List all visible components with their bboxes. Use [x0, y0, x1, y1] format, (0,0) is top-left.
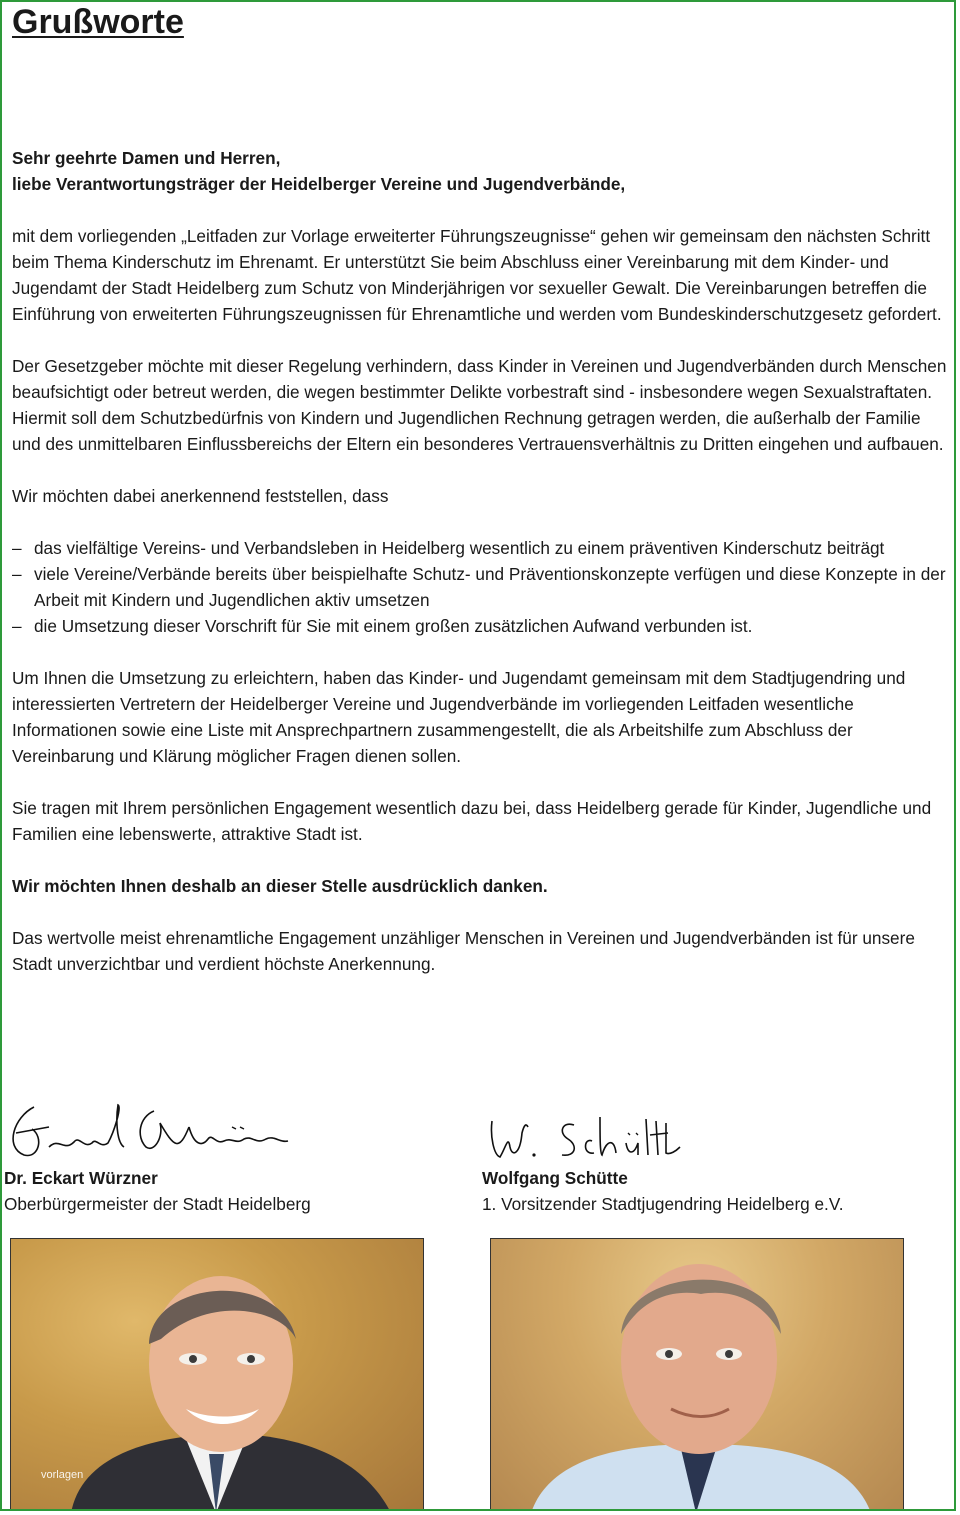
signature-wuerzner [4, 1097, 304, 1165]
paragraph-guide: Um Ihnen die Umsetzung zu erleichtern, haben das Kinder- und Jugendamt gemeinsam mit dem Stadtjugendring und interessierten Vertretern der Heidelberger Vereine und Jugendverbände im vorliegenden Leitfaden wesentliche Informationen sowie eine Liste mit Ansprechpartnern zusammengestellt, die als Arbeitshilfe zum Abschluss der Vereinbarung und Klärung möglicher Fragen dienen sollen. [12, 668, 906, 766]
paragraph-intro: mit dem vorliegenden „Leitfaden zur Vorlage erweiterter Führungszeugnisse“ gehen wir gemeinsam den nächsten Schritt beim Thema Kinderschutz im Ehrenamt. Er unterstützt Sie beim Abschluss einer Vereinbarung mit dem Kinder- und Jugendamt der Stadt Heidelberg zum Schutz von Minderjährigen vor sexueller Gewalt. Die Vereinbarungen betreffen die Einführung von erweiterten Führungszeugnissen für Ehrenamtliche und werden vom Bundeskinderschutzgesetz gefordert. [12, 226, 942, 324]
signatory-role: Oberbürgermeister der Stadt Heidelberg [4, 1194, 311, 1214]
portrait-photo-wuerzner [10, 1238, 424, 1511]
paragraph-acknowledgement-lead: Wir möchten dabei anerkennend feststellen, dass [12, 486, 389, 506]
signature-schuette [482, 1097, 722, 1165]
paragraph-engagement: Sie tragen mit Ihrem persönlichen Engagement wesentlich dazu bei, dass Heidelberg gerade für Kinder, Jugendliche und Familien eine lebenswerte, attraktive Stadt ist. [12, 798, 932, 844]
signatory-name: Dr. Eckart Würzner [4, 1168, 158, 1188]
watermark-text: vorlagen [41, 1469, 84, 1481]
dash-bullet: – [12, 616, 22, 636]
list-item-text: die Umsetzung dieser Vorschrift für Sie mit einem großen zusätzlichen Aufwand verbunden ist. [34, 616, 753, 636]
list-item-text: das vielfältige Vereins- und Verbandsleben in Heidelberg wesentlich zu einem präventiven Kinderschutz beiträgt [34, 538, 885, 558]
dash-bullet: – [12, 564, 22, 584]
signatory-right [482, 1097, 844, 1217]
portrait-photo-schuette [490, 1238, 904, 1511]
signatory-name: Wolfgang Schütte [482, 1168, 628, 1188]
paragraph-closing: Das wertvolle meist ehrenamtliche Engagement unzähliger Menschen in Vereinen und Jugendverbänden ist für unsere Stadt unverzichtbar und verdient höchste Anerkennung. [12, 928, 915, 974]
list-item [12, 613, 952, 639]
paragraph-legislation: Der Gesetzgeber möchte mit dieser Regelung verhindern, dass Kinder in Vereinen und Jugendverbänden durch Menschen beaufsichtigt oder betreut werden, die wegen bestimmter Delikte vorbestraft sind - insbesondere wegen Sexualstraftaten. Hiermit soll dem Schutzbedürfnis von Kindern und Jugendlichen Rechnung getragen werden, die außerhalb der Familie und des unmittelbaren Einflussbereichs der Eltern ein besonderes Vertrauensverhältnis zu Dritten eingehen und aufbauen. [12, 356, 947, 454]
letter-body [12, 145, 952, 1003]
list-item [12, 561, 952, 613]
signatory-role: 1. Vorsitzender Stadtjugendring Heidelberg e.V. [482, 1194, 844, 1214]
portrait-illustration [491, 1239, 903, 1511]
dash-bullet: – [12, 538, 22, 558]
salutation [12, 145, 952, 197]
page-title: Grußworte [12, 3, 184, 41]
signatory-left [4, 1097, 311, 1217]
list-item-text: viele Vereine/Verbände bereits über beispielhafte Schutz- und Präventionskonzepte verfügen und diese Konzepte in der Arbeit mit Kindern und Jugendlichen aktiv umsetzen [34, 564, 946, 610]
acknowledgement-list [12, 535, 952, 639]
list-item [12, 535, 952, 561]
paragraph-thanks: Wir möchten Ihnen deshalb an dieser Stelle ausdrücklich danken. [12, 876, 548, 896]
salutation-line-2: liebe Verantwortungsträger der Heidelberger Vereine und Jugendverbände, [12, 174, 626, 194]
salutation-line-1: Sehr geehrte Damen und Herren, [12, 148, 281, 168]
